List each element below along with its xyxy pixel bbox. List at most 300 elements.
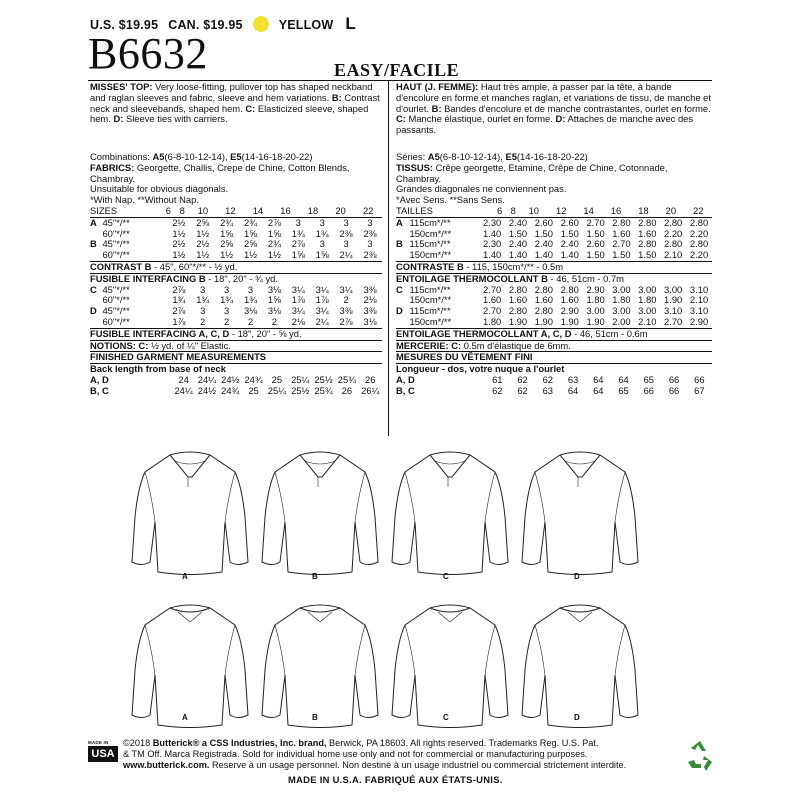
contraste-b: CONTRASTE B - 115, 150cm*/** - 0.5m [396,261,712,273]
size-header-cell: 8 [506,206,520,217]
table-cell: 1½ [243,249,258,261]
table-cell: 3.00 [612,305,631,317]
size-header-cell: 10 [520,206,547,217]
table-cell: 3 [224,305,230,317]
table-cell: 2.40 [508,216,528,228]
table-cell: 1.50 [560,227,579,239]
back-length-label: Back length from base of neck [90,363,382,375]
table-cell: 24½ [221,373,240,385]
sizes-row [396,206,712,217]
table-cell: 2.20 [689,249,709,261]
series: Séries: A5(6-8-10-12-14), E5(14-16-18-20-22) [396,151,588,162]
table-cell: 3 [247,283,254,295]
table-cell: 1½ [220,249,234,261]
size-header-cell: 22 [354,206,382,217]
table-cell: 2.80 [534,305,553,317]
table-cell: 24¾ [244,373,263,385]
table-cell: 2.60 [534,216,553,228]
table-cell: 2.80 [638,238,657,250]
footer [88,738,712,794]
row-label: A, D [396,373,415,385]
table-cell: 1½ [196,227,210,239]
table-cell: 3⅜ [363,283,377,295]
table-cell: 3.00 [586,305,605,317]
table-cell: 3.10 [664,305,683,317]
table-cell: 2⅛ [291,315,305,327]
nap-note: *With Nap. **Without Nap. [90,194,199,206]
table-cell: 2.70 [612,238,631,250]
table-cell: 65 [618,384,629,396]
table-cell: 1.60 [508,294,528,306]
sizes-label: TAILLES [396,206,493,217]
table-cell: 2.70 [483,283,502,295]
row-label [90,317,102,328]
table-cell: 1¾ [291,227,305,239]
yardage-a [90,218,382,240]
front-label-c: C [443,572,449,581]
table-cell: 2⅜ [363,249,377,261]
table-cell: 66 [694,373,705,385]
table-cell: 1.60 [560,294,579,306]
table-cell: 67 [694,384,705,396]
table-cell: 1⅝ [220,227,234,239]
metrage-b [396,239,712,261]
table-cell: 2⅜ [363,227,377,239]
table-cell: 3 [367,238,373,250]
contrast-b: CONTRAST B - 45", 60"*/** - ½ yd. [90,261,382,273]
entoilage-b: ENTOILAGE THERMOCOLLANT B - 46, 51cm - 0.7m [396,273,712,285]
table-cell: 1.40 [534,249,553,261]
table-cell: 1¾ [220,294,234,306]
back-view-d [522,605,638,728]
fabrics: FABRICS: Georgette, Challis, Crepe de Chine, Cotton Blends, Chambray. [90,161,350,184]
row-label: A [90,216,97,228]
sizes-header [90,206,382,218]
size-header-cell: 6 [493,206,507,217]
fabric-width: 60"*/** [102,249,130,261]
table-cell: 3 [343,238,349,250]
table-cell: 3 [295,216,301,228]
table-cell: 2.30 [483,238,502,250]
table-row [90,229,382,240]
french-description: HAUT (J. FEMME): Haut très ample, à passer par la tête, à bande d'encolure en forme et manches raglan, et variations de tissu, de manche et d'ourlet. B: Bandes d'encolure et de manche contrastantes, ourlet en forme. C: Manche élastique, ourlet en forme. D: Attaches de manche avec des passants. [396,81,711,136]
table-cell: 3⅜ [363,305,377,317]
table-cell: 1½ [172,227,186,239]
table-cell: 2½ [172,238,186,250]
front-view-c [392,452,508,575]
table-cell: 1.90 [586,315,605,327]
size-header-cell: 6 [162,206,176,217]
table-cell: 2.80 [612,216,631,228]
sizes-label: SIZES [90,206,162,217]
table-row [396,386,712,397]
fabric-width [109,386,172,397]
table-cell: 2.70 [586,216,605,228]
table-cell: 1⅝ [315,249,329,261]
color-name: YELLOW [278,18,334,32]
size-header-cell: 18 [299,206,327,217]
table-cell: 1½ [267,249,281,261]
size-header-cell: 12 [217,206,245,217]
table-cell: 66 [668,384,680,396]
table-cell: 2.30 [483,216,502,228]
table-cell: 1.90 [534,315,553,327]
row-label [396,250,409,261]
table-cell: 1.80 [586,294,605,306]
back-view-a [132,605,248,728]
back-label-a: A [182,713,188,722]
table-cell: 2⅝ [243,238,258,250]
table-row [90,285,382,296]
table-cell: 61 [492,373,503,385]
table-cell: 2.60 [586,238,605,250]
tissus: TISSUS: Crêpe georgette, Etamine, Crêpe de Chine, Cotonnade, Chambray. [396,161,668,184]
table-cell: 2.40 [560,238,579,250]
table-row [90,306,382,317]
front-label-d: D [574,572,580,581]
size-header-cell: 16 [602,206,629,217]
table-cell: 1.50 [508,227,528,239]
table-cell: 2¾ [243,216,258,228]
mesures-title: MESURES DU VÊTEMENT FINI [396,351,712,363]
sizes-row [90,206,382,217]
row-label: D [90,305,97,317]
metrage-c [396,285,712,307]
color-dot-icon [253,16,269,32]
fabric-width: 60"*/** [102,315,130,327]
table-cell: 24¼ [174,384,193,396]
table-cell: 2 [247,315,254,327]
fabric-width: 115cm*/** [409,216,451,228]
table-cell: 3¼ [291,283,305,295]
table-cell: 3⅛ [243,305,258,317]
combinations: Combinations: A5(6-8-10-12-14), E5(14-16-18-20-22) [90,151,313,162]
table-cell: 3¼ [315,283,329,295]
table-cell: 2 [343,294,349,306]
table-cell: 1.60 [483,294,502,306]
table-cell: 3⅛ [363,315,377,327]
table-cell: 2.80 [508,283,528,295]
table-cell: 1.90 [664,294,683,306]
size-header-cell: 10 [189,206,217,217]
table-cell: 1½ [196,249,210,261]
size-header-cell: 12 [548,206,575,217]
size-header-cell: 14 [575,206,602,217]
table-cell: 3⅛ [267,283,281,295]
table-cell: 26 [341,384,353,396]
website-link[interactable]: www.butterick.com. [123,760,210,771]
recycle-icon [683,738,717,772]
fabric-width: 150cm*/** [409,294,452,306]
table-cell: 1.50 [638,249,657,261]
table-cell: 2.80 [689,216,709,228]
fabric-width [417,386,485,397]
entoilage-acd: ENTOILAGE THERMOCOLLANT A, C, D - 46, 51cm - 0.6m [396,328,712,340]
fabric-width: 60"*/** [102,227,130,239]
row-label: C [396,283,403,295]
yardage-b [90,239,382,261]
pattern-number: B6632 [88,29,208,78]
metrage-a [396,218,712,240]
table-cell: 65 [643,373,654,385]
fabric-width: 115cm*/** [409,238,451,250]
table-cell: 2¾ [267,238,281,250]
yardage-c [90,285,382,307]
table-row [90,218,382,229]
table-cell: 1⅝ [291,249,305,261]
table-cell: 1⅝ [243,227,258,239]
table-cell: 2.80 [638,216,657,228]
row-label: A [396,216,403,228]
table-cell: 1⅞ [291,294,305,306]
table-cell: 62 [492,384,503,396]
english-column [90,82,382,397]
table-cell: 2½ [196,238,210,250]
table-cell: 62 [542,373,553,385]
table-cell: 25¼ [267,384,287,396]
table-cell: 1.50 [534,227,553,239]
table-cell: 25¼ [291,373,310,385]
table-cell: 3¼ [291,305,305,317]
fabric-width: 150cm*/** [409,227,452,239]
table-cell: 24¼ [197,373,217,385]
mesures-fini [396,375,712,397]
table-cell: 1¾ [196,294,210,306]
table-cell: 2⅞ [339,315,353,327]
size-header-cell: 20 [657,206,684,217]
table-cell: 2.20 [689,227,709,239]
row-label: B, C [396,384,415,396]
table-cell: 1.60 [612,227,631,239]
size-header-cell: 20 [327,206,355,217]
table-cell: 25½ [291,384,310,396]
table-cell: 66 [643,384,654,396]
table-cell: 2⅛ [363,294,377,306]
table-cell: 2½ [172,216,186,228]
price-us: U.S. $19.95 [90,18,159,32]
table-cell: 2.90 [586,283,605,295]
fabric-width: 45"*/** [102,283,130,295]
table-cell: 2.70 [664,315,683,327]
table-cell: 3 [224,283,230,295]
table-cell: 3 [319,238,325,250]
table-cell: 1⅞ [315,294,329,306]
table-cell: 25¾ [314,384,333,396]
front-view-d [522,452,638,575]
table-cell: 1¾ [243,294,258,306]
fabric-width: 45"*/** [102,216,130,228]
fabric-width: 60"*/** [102,294,130,306]
table-cell: 3 [200,283,206,295]
fusible-b: FUSIBLE INTERFACING B - 18", 20" - ¾ yd. [90,273,382,285]
row-label [396,317,409,328]
table-cell: 24¾ [221,384,240,396]
table-row [396,250,712,261]
table-cell: 1.80 [638,294,657,306]
made-in-text: MADE IN U.S.A. FABRIQUÉ AUX ÉTATS-UNIS. [288,774,503,785]
table-cell: 64 [567,384,579,396]
table-row [90,250,382,261]
table-row [90,239,382,250]
front-view-b [262,452,378,575]
row-label: A, D [90,373,109,385]
fusible-acd: FUSIBLE INTERFACING A, C, D - 18", 20" - ⅝ yd. [90,328,382,340]
table-cell: 1.60 [534,294,553,306]
table-cell: 2.90 [560,305,579,317]
table-cell: 26¼ [361,384,380,396]
table-cell: 2.40 [534,238,553,250]
row-label [90,250,102,261]
fabric-width: 115cm*/** [409,305,451,317]
longueur-label: Longueur - dos, votre nuque a l'ourlet [396,363,712,375]
size-header-cell: 14 [244,206,272,217]
table-cell: 1.50 [586,249,605,261]
table-cell: 3.00 [612,283,631,295]
back-label-c: C [443,713,449,722]
table-row [396,317,712,328]
table-cell: 26 [365,373,376,385]
fabric-width: 45"*/** [102,238,130,250]
mercerie: MERCERIE: C: 0.5m d'élastique de 6mm. [396,340,712,352]
table-cell: 3 [367,216,373,228]
table-cell: 2.80 [689,238,709,250]
back-view-b [262,605,378,728]
size-letter: L [345,14,356,33]
table-cell: 2.10 [689,294,709,306]
back-label-b: B [312,713,318,722]
table-cell: 2¼ [339,249,353,261]
row-label: C [90,283,97,295]
fabric-width [417,375,485,386]
table-cell: 1.80 [483,315,502,327]
table-cell: 1.40 [508,249,528,261]
fabric-width: 150cm*/** [409,249,452,261]
table-cell: 2.60 [560,216,579,228]
table-cell: 62 [517,384,528,396]
table-cell: 3.10 [689,305,709,317]
english-description: MISSES' TOP: Very loose-fitting, pullover top has shaped neckband and raglan sleeves and fabric, sleeve and hem variations. B: Contrast neck and sleevebands, shaped hem. C: Elasticized sleeve, shaped hem. D: Sleeve ties with carriers. [90,81,380,125]
table-cell: 3.00 [638,283,657,295]
table-row [90,317,382,328]
size-header-cell: 8 [175,206,189,217]
table-cell: 2.10 [664,249,683,261]
table-row [396,218,712,229]
table-row [396,375,712,386]
back-label-d: D [574,713,580,722]
table-cell: 2.10 [638,315,657,327]
table-cell: 3 [319,216,325,228]
fabric-width: 45"*/** [102,305,130,317]
table-cell: 3⅛ [267,305,281,317]
table-cell: 63 [567,373,579,385]
pattern-header [88,10,708,80]
row-label: D [396,305,403,317]
table-cell: 2⅝ [220,238,234,250]
table-cell: 1.80 [612,294,631,306]
table-cell: 2.20 [664,227,683,239]
table-cell: 64 [593,384,604,396]
table-cell: 2¼ [315,315,329,327]
table-cell: 2.80 [534,283,553,295]
table-cell: 25½ [314,373,333,385]
fabric-width [109,375,172,386]
finished-measurements [90,375,382,397]
front-label-a: A [182,572,188,581]
legal-text: ©2018 Butterick® a CSS Industries, Inc. brand, Berwick, PA 18603. All rights reserved. Trademarks Reg. U.S. Pat. & TM Off. Marca Registrada. Sold for individual home use only and not for commercial or manufacturing purposes. www.butterick.com. Reserve à un usage personnel. Non destiné à un usage industriel ou commercial strictement interdite. [123,738,627,771]
unsuitable-note: Unsuitable for obvious diagonals. [90,183,229,195]
garment-illustrations [100,445,700,735]
fabric-width: 115cm*/** [409,283,451,295]
table-cell: 2.80 [664,238,683,250]
table-cell: 62 [517,373,528,385]
fabric-width: 150cm*/** [409,315,452,327]
table-cell: 3 [200,305,206,317]
table-cell: 2¾ [220,216,234,228]
table-cell: 3.00 [664,283,683,295]
table-cell: 1.40 [560,249,579,261]
row-label: B [90,238,97,250]
table-cell: 25 [248,384,259,396]
table-cell: 1.90 [508,315,528,327]
notions: NOTIONS: C: ½ yd. of ¼" Elastic. [90,340,382,352]
price-can: CAN. $19.95 [168,18,243,32]
metrage-d [396,306,712,328]
row-label: B, C [90,384,109,396]
front-label-b: B [312,572,318,581]
table-cell: 1.50 [586,227,605,239]
table-cell: 64 [618,373,629,385]
table-cell: 2⅝ [196,216,210,228]
table-cell: 3¼ [315,305,329,317]
front-view-a [132,452,248,575]
table-cell: 2.70 [483,305,502,317]
table-cell: 2 [224,315,230,327]
table-cell: 24½ [197,384,217,396]
table-cell: 2 [271,315,277,327]
difficulty-label: EASY/FACILE [334,60,460,80]
table-cell: 2.80 [560,283,579,295]
finished-measurements-title: FINISHED GARMENT MEASUREMENTS [90,351,382,363]
row-label: B [396,238,403,250]
size-header-cell: 22 [685,206,712,217]
size-header-cell: 16 [272,206,300,217]
table-cell: 1⅞ [172,315,186,327]
table-row [90,295,382,306]
table-cell: 3¼ [339,283,353,295]
table-cell: 25¾ [337,373,356,385]
yardage-d [90,306,382,328]
size-header-cell: 18 [630,206,657,217]
table-cell: 2 [200,315,206,327]
table-cell: 1½ [172,249,186,261]
table-cell: 3 [343,216,349,228]
table-cell: 1.50 [612,249,631,261]
table-row [90,386,382,397]
french-column [396,82,712,397]
column-divider [388,80,389,436]
table-cell: 1.60 [638,227,657,239]
table-cell: 1⅝ [267,294,281,306]
table-cell: 2.00 [612,315,631,327]
table-cell: 2.80 [508,305,528,317]
table-cell: 1¾ [315,227,329,239]
table-cell: 24 [178,373,189,385]
table-cell: 3.10 [689,283,709,295]
table-cell: 25 [271,373,283,385]
table-cell: 1¾ [172,294,186,306]
table-cell: 2⅞ [291,238,305,250]
made-in-usa-logo: MADE IN USA [88,740,118,762]
